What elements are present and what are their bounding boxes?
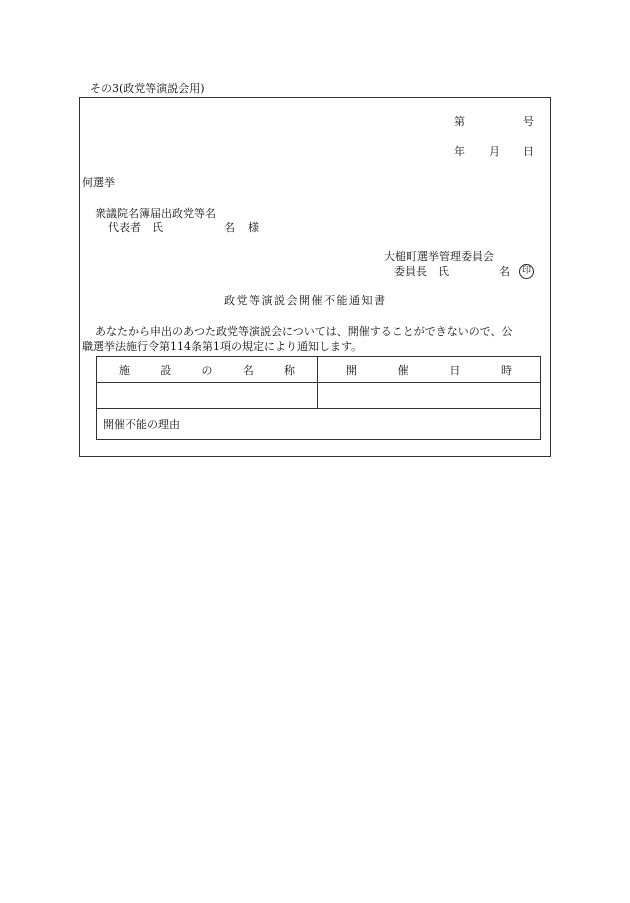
body-line-2: 職選挙法施行令第114条第1項の規定により通知します。 <box>82 340 363 353</box>
committee-name: 大槌町選挙管理委員会 <box>384 250 494 263</box>
reason-cell: 開催不能の理由 <box>97 409 541 440</box>
facility-cell <box>97 383 318 409</box>
chair-label: 委員長 氏 <box>394 265 449 278</box>
date-day: 日 <box>523 145 534 158</box>
election-name: 何選挙 <box>82 176 115 189</box>
header-label: その3(政党等演説会用) <box>90 82 205 95</box>
datetime-cell <box>318 383 541 409</box>
document-title: 政党等演説会開催不能通知書 <box>224 294 387 307</box>
facility-header: 施 設 の 名 称 <box>97 357 318 383</box>
honorific: 様 <box>248 221 259 234</box>
date-month: 月 <box>489 145 500 158</box>
datetime-header: 開 催 日 時 <box>318 357 541 383</box>
reason-row <box>97 409 541 440</box>
party-name: 衆議院名簿届出政党等名 <box>95 207 216 220</box>
body-line-1: あなたから申出のあつた政党等演説会については、開催することができないので、公 <box>95 325 513 338</box>
number-go: 号 <box>523 115 534 128</box>
date-year: 年 <box>454 145 465 158</box>
table-row <box>97 383 541 409</box>
representative-label: 代表者 氏 <box>108 221 163 234</box>
chair-name-char: 名 <box>499 265 510 278</box>
number-dai: 第 <box>454 115 465 128</box>
event-table <box>96 356 541 440</box>
representative-name-char: 名 <box>224 221 235 234</box>
table-header-row <box>97 357 541 383</box>
seal-icon: 印 <box>519 264 534 279</box>
